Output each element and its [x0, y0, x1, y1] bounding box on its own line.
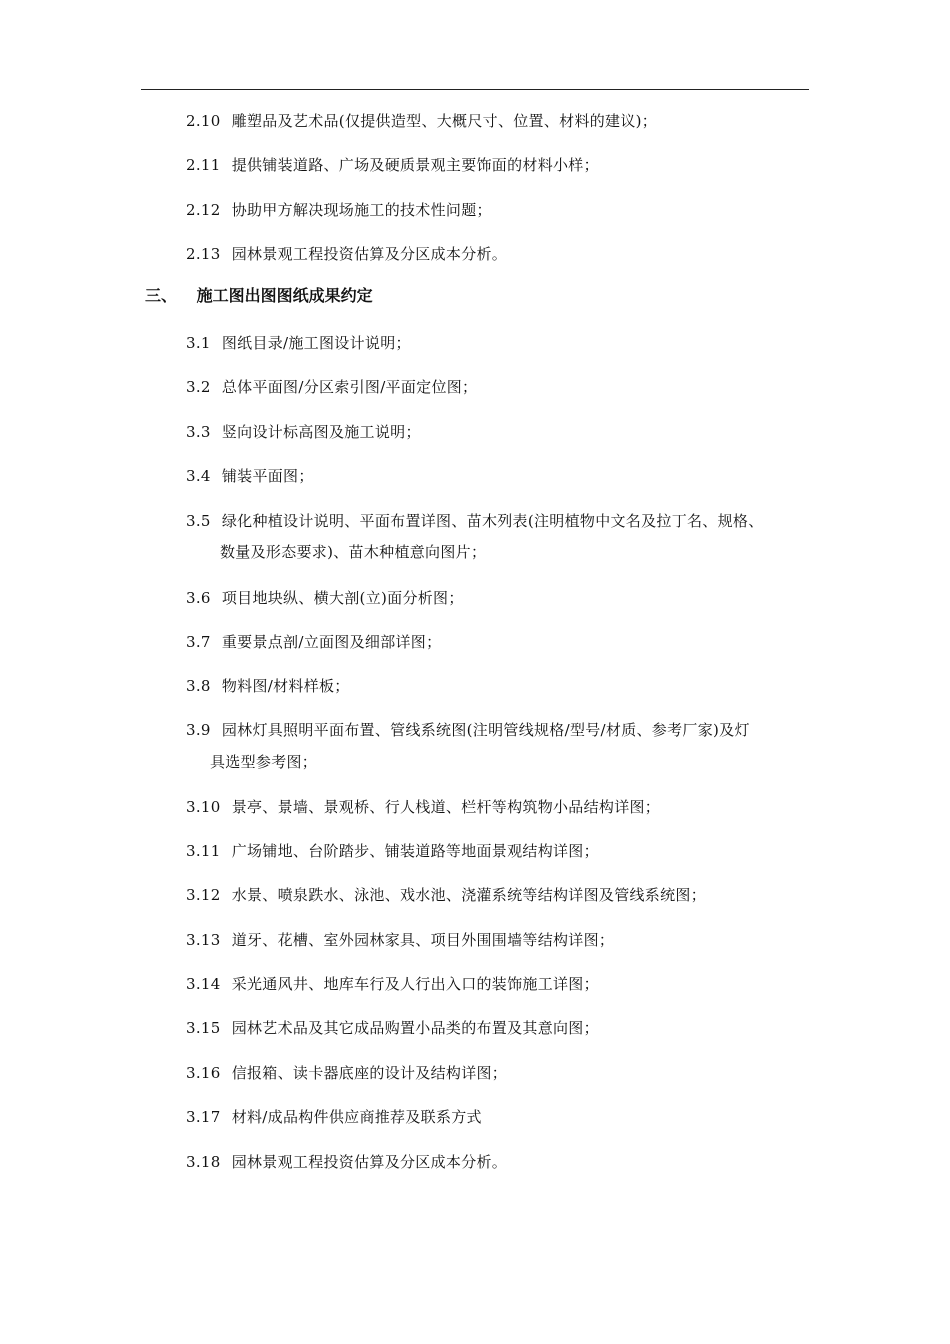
section-title: 施工图出图图纸成果约定: [196, 286, 373, 305]
list-item: [186, 1063, 507, 1083]
item-number: 3.5: [186, 512, 211, 530]
section-number: 三、: [145, 286, 178, 305]
list-item: [186, 1107, 482, 1127]
section-heading: [145, 286, 373, 306]
item-text: 信报箱、读卡器底座的设计及结构详图；: [231, 1064, 508, 1082]
item-text: 提供铺装道路、广场及硬质景观主要饰面的材料小样；: [231, 156, 599, 174]
list-item: [186, 333, 411, 353]
item-text: 协助甲方解决现场施工的技术性问题；: [231, 201, 492, 219]
item-number: 2.13: [186, 245, 221, 263]
item-text: 水景、喷泉跌水、泳池、戏水池、浇灌系统等结构详图及管线系统图；: [231, 886, 706, 904]
item-text: 雕塑品及艺术品(仅提供造型、大概尺寸、位置、材料的建议)；: [231, 112, 658, 130]
item-text: 图纸目录/施工图设计说明；: [221, 334, 411, 352]
item-text: 铺装平面图；: [221, 467, 314, 485]
item-number: 3.11: [186, 842, 221, 860]
item-text: 园林景观工程投资估算及分区成本分析。: [231, 1153, 508, 1171]
list-item: [186, 111, 657, 131]
list-item: [186, 200, 492, 220]
item-text: 重要景点剖/立面图及细部详图；: [221, 633, 442, 651]
list-item: [186, 422, 421, 442]
list-item: [186, 588, 464, 608]
list-item: [186, 797, 660, 817]
list-item-continuation: [210, 752, 317, 772]
item-text: 景亭、景墙、景观桥、行人栈道、栏杆等构筑物小品结构详图；: [231, 798, 661, 816]
item-text: 园林灯具照明平面布置、管线系统图(注明管线规格/型号/材质、参考厂家)及灯: [221, 721, 750, 739]
item-number: 2.11: [186, 156, 221, 174]
list-item: [186, 720, 750, 740]
item-number: 3.6: [186, 589, 211, 607]
list-item: [186, 974, 599, 994]
list-item: [186, 1152, 507, 1172]
item-number: 3.1: [186, 334, 211, 352]
list-item: [186, 1018, 599, 1038]
list-item: [186, 466, 314, 486]
item-number: 3.7: [186, 633, 211, 651]
list-item: [186, 885, 706, 905]
item-number: 2.12: [186, 201, 221, 219]
item-text: 具选型参考图；: [210, 753, 318, 771]
item-text: 竖向设计标高图及施工说明；: [221, 423, 421, 441]
item-number: 3.17: [186, 1108, 221, 1126]
list-item: [186, 841, 599, 861]
header-rule: [141, 89, 809, 90]
item-text: 园林景观工程投资估算及分区成本分析。: [231, 245, 508, 263]
list-item-continuation: [220, 542, 486, 562]
item-text: 数量及形态要求)、苗木种植意向图片；: [220, 543, 487, 561]
item-number: 3.16: [186, 1064, 221, 1082]
item-number: 3.2: [186, 378, 211, 396]
list-item: [186, 632, 441, 652]
item-text: 项目地块纵、横大剖(立)面分析图；: [221, 589, 464, 607]
item-number: 3.4: [186, 467, 211, 485]
item-number: 3.10: [186, 798, 221, 816]
item-number: 3.18: [186, 1153, 221, 1171]
list-item: [186, 244, 507, 264]
item-text: 园林艺术品及其它成品购置小品类的布置及其意向图；: [231, 1019, 599, 1037]
item-number: 3.8: [186, 677, 211, 695]
item-number: 3.15: [186, 1019, 221, 1037]
item-number: 2.10: [186, 112, 221, 130]
item-number: 3.13: [186, 931, 221, 949]
item-text: 材料/成品构件供应商推荐及联系方式: [231, 1108, 482, 1126]
item-text: 道牙、花槽、室外园林家具、项目外围围墙等结构详图；: [231, 931, 615, 949]
item-number: 3.9: [186, 721, 211, 739]
item-number: 3.14: [186, 975, 221, 993]
list-item: [186, 155, 599, 175]
list-item: [186, 676, 350, 696]
list-item: [186, 511, 764, 531]
item-text: 绿化种植设计说明、平面布置详图、苗木列表(注明植物中文名及拉丁名、规格、: [221, 512, 764, 530]
item-text: 采光通风井、地库车行及人行出入口的装饰施工详图；: [231, 975, 599, 993]
list-item: [186, 930, 614, 950]
item-text: 总体平面图/分区索引图/平面定位图；: [221, 378, 478, 396]
item-text: 物料图/材料样板；: [221, 677, 350, 695]
item-text: 广场铺地、台阶踏步、铺装道路等地面景观结构详图；: [231, 842, 599, 860]
item-number: 3.3: [186, 423, 211, 441]
list-item: [186, 377, 477, 397]
item-number: 3.12: [186, 886, 221, 904]
